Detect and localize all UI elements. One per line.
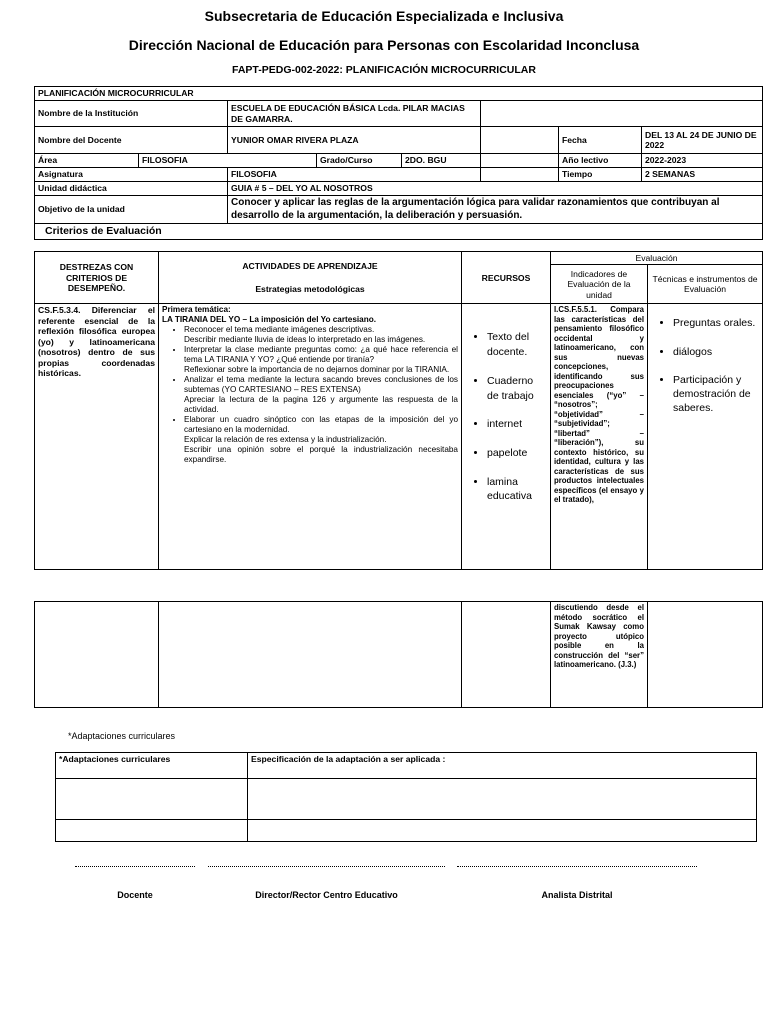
skill-cell: CS.F.5.3.4. Diferenciar el referente esencial de la reflexión filosófica europea (yo) y latinoamericana (nosotros) dentro de sus propias coordenadas históricas.: [35, 304, 159, 570]
technique-item: • diálogos: [673, 345, 759, 359]
col-header-indicadores: Indicadores de Evaluación de la unidad: [551, 265, 648, 304]
date-label: Fecha: [559, 127, 642, 154]
area-label: Área: [35, 154, 139, 168]
empty-cell: [248, 820, 757, 842]
resources-cell: [462, 304, 551, 570]
activities-title: ACTIVIDADES DE APRENDIZAJE: [242, 261, 378, 272]
school-year-value: 2022-2023: [642, 154, 763, 168]
resource-item: • lamina educativa: [487, 475, 547, 504]
technique-item: • Participación y demostración de saberes.: [673, 373, 759, 416]
activities-cell: [159, 304, 462, 570]
col-header-recursos: RECURSOS: [462, 252, 551, 304]
strategies-subtitle: Estrategias metodológicas: [255, 283, 365, 294]
teacher-label: Nombre del Docente: [35, 127, 228, 154]
col-header-tecnicas: Técnicas e instrumentos de Evaluación: [648, 265, 763, 304]
date-value: DEL 13 AL 24 DE JUNIO DE 2022: [642, 127, 763, 154]
col-header-actividades: [159, 252, 462, 304]
subject-value: FILOSOFIA: [228, 168, 481, 182]
col-header-evaluacion: Evaluación: [551, 252, 763, 265]
signature-director: Director/Rector Centro Educativo: [255, 890, 398, 900]
indicator-continuation: discutiendo desde el método socrático el Sumak Kawsay como proyecto utópico posible en la construcción del “ser” latinoamericano. (J.3.): [551, 602, 648, 708]
resource-item: • Texto del docente.: [487, 330, 547, 359]
area-value: FILOSOFIA: [139, 154, 317, 168]
document-title: Subsecretaria de Educación Especializada e Inclusiva: [204, 8, 564, 24]
empty-cell: [481, 168, 559, 182]
document-subtitle: Dirección Nacional de Educación para Personas con Escolaridad Inconclusa: [128, 37, 640, 53]
empty-cell: [56, 779, 248, 820]
signature-line-docente: [75, 866, 195, 867]
form-code: FAPT-PEDG-002-2022: PLANIFICACIÓN MICROCURRICULAR: [232, 64, 536, 76]
info-header: PLANIFICACIÓN MICROCURRICULAR: [35, 87, 763, 101]
criteria-label: Criterios de Evaluación: [35, 224, 763, 240]
activity-item: • Interpretar la clase mediante preguntas como: ¿a qué hace referencia el tema LA TIRANIA Y YO? ¿Qué entiende por tiranía? Reflexionar sobre la importancia de no dejarnos dominar por la TIRANIA.: [184, 345, 458, 375]
adaptations-note: *Adaptaciones curriculares: [68, 731, 176, 741]
subject-label: Asignatura: [35, 168, 228, 182]
resource-item: • papelote: [487, 446, 547, 461]
continuation-table: [34, 601, 763, 708]
unit-label: Unidad didáctica: [35, 182, 228, 196]
empty-cell: [648, 602, 763, 708]
activity-item: • Reconocer el tema mediante imágenes descriptivas. Describir mediante lluvia de ideas lo interpretado en las imágenes.: [184, 325, 458, 345]
signature-docente: Docente: [117, 890, 153, 900]
empty-cell: [35, 602, 159, 708]
main-planning-table: [34, 251, 763, 570]
teacher-value: YUNIOR OMAR RIVERA PLAZA: [228, 127, 481, 154]
activity-item: • Analizar el tema mediante la lectura sacando breves conclusiones de los subtemas (YO CARTESIANO – RES EXTENSA) Apreciar la lectura de la pagina 126 y argumente las respuesta de la actividad.: [184, 375, 458, 415]
signature-line-analista: [457, 866, 697, 867]
objective-value: Conocer y aplicar las reglas de la argumentación lógica para validar razonamientos que contribuyan al desarrollo de la argumentación, la deliberación y persuasión.: [228, 196, 763, 224]
empty-cell: [481, 154, 559, 168]
empty-cell: [159, 602, 462, 708]
info-table: [34, 86, 763, 240]
empty-cell: [481, 101, 763, 127]
resource-item: • Cuaderno de trabajo: [487, 374, 547, 403]
grade-label: Grado/Curso: [317, 154, 402, 168]
empty-cell: [481, 127, 559, 154]
technique-item: • Preguntas orales.: [673, 316, 759, 330]
activity-item: • Elaborar un cuadro sinóptico con las etapas de la imposición del yo cartesiano en la modernidad. Explicar la relación de res extensa y la industrialización. Escribir una opinión sobre el porqué la industrialización necesitaba expandirse.: [184, 415, 458, 465]
empty-cell: [56, 820, 248, 842]
signature-line-director: [208, 866, 445, 867]
time-label: Tiempo: [559, 168, 642, 182]
institution-label: Nombre de la Institución: [35, 101, 228, 127]
unit-value: GUIA # 5 – DEL YO AL NOSOTROS: [228, 182, 763, 196]
grade-value: 2DO. BGU: [402, 154, 481, 168]
signature-analista: Analista Distrital: [541, 890, 613, 900]
objective-label: Objetivo de la unidad: [35, 196, 228, 224]
school-year-label: Año lectivo: [559, 154, 642, 168]
specification-col-header: Especificación de la adaptación a ser aplicada :: [248, 753, 757, 779]
col-header-destrezas: DESTREZAS CON CRITERIOS DE DESEMPEÑO.: [35, 252, 159, 304]
institution-value: ESCUELA DE EDUCACIÓN BÁSICA Lcda. PILAR MACIAS DE GAMARRA.: [228, 101, 481, 127]
empty-cell: [248, 779, 757, 820]
indicator-cell: I.CS.F.5.5.1. Compara las características del pensamiento filosófico occidental y latinoamericano, con sus nuevas concepciones, identificando sus preocupaciones esenciales (“yo” – “nosotros”; “objetividad” – “subjetividad”; “libertad” – “liberación”), su contexto histórico, su identidad, cultura y las características de sus productos intelectuales específicos (el ensayo y el tratado),: [551, 304, 648, 570]
resource-item: • internet: [487, 417, 547, 432]
techniques-cell: [648, 304, 763, 570]
time-value: 2 SEMANAS: [642, 168, 763, 182]
topic-label: Primera temática:: [162, 305, 231, 315]
adaptations-table: [55, 752, 757, 842]
adaptations-col-header: *Adaptaciones curriculares: [56, 753, 248, 779]
topic-title: LA TIRANIA DEL YO – La imposición del Yo cartesiano.: [162, 315, 376, 325]
empty-cell: [462, 602, 551, 708]
